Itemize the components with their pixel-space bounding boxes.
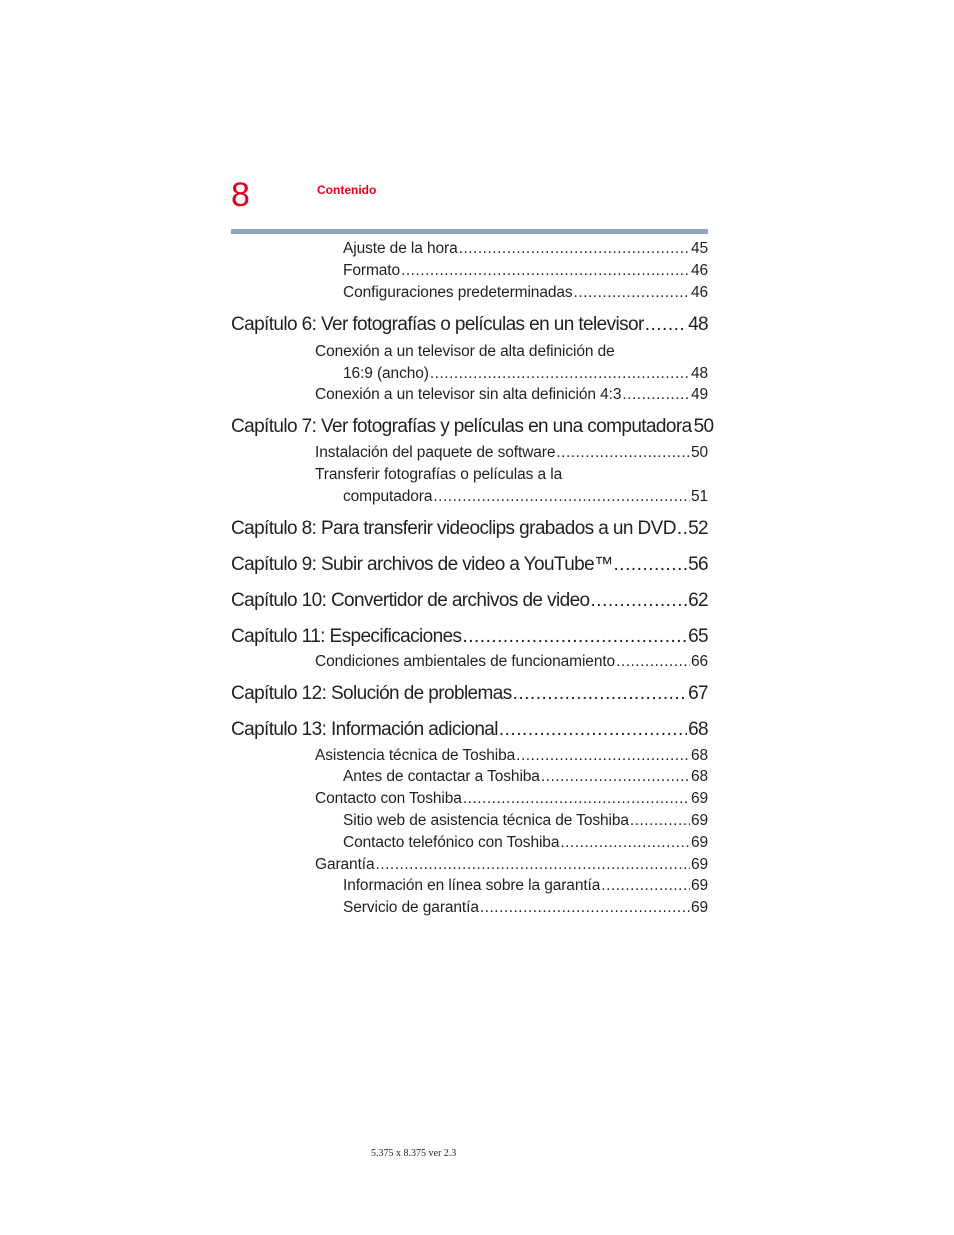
toc-entry-page: 69: [690, 899, 708, 916]
toc-entry-title: Sitio web de asistencia técnica de Toshiba: [343, 812, 629, 829]
toc-entry-conexion-hd[interactable]: [343, 365, 708, 383]
leader-dots: [630, 812, 690, 830]
toc-entry-title: Condiciones ambientales de funcionamiento: [315, 653, 616, 670]
toc-entry-title: Formato: [343, 262, 401, 279]
toc-chapter-12[interactable]: [231, 683, 708, 705]
toc-chapter-page: 48: [688, 314, 708, 335]
leader-dots: [401, 262, 690, 280]
toc-chapter-title: Capítulo 11: Especificaciones: [231, 626, 462, 647]
toc-entry-page: 66: [690, 653, 708, 670]
leader-dots: [430, 365, 690, 383]
toc-chapter-title: Capítulo 9: Subir archivos de video a YouTube™: [231, 554, 613, 575]
leader-dots: [574, 284, 690, 302]
toc-entry-formato[interactable]: [343, 262, 708, 280]
toc-chapter-page: 62: [688, 590, 708, 611]
toc-entry-page: 50: [690, 444, 708, 461]
toc-chapter-title: Capítulo 12: Solución de problemas: [231, 683, 512, 704]
toc-chapter-title: Capítulo 7: Ver fotografías y películas en una computadora: [231, 416, 692, 437]
toc-entry-title: Información en línea sobre la garantía: [343, 877, 601, 894]
leader-dots: [614, 554, 688, 576]
leader-dots: [645, 314, 687, 336]
toc-entry-contacto-telefonico[interactable]: [343, 834, 708, 852]
toc-entry-servicio-garantia[interactable]: [343, 899, 708, 917]
toc-entry-title: Conexión a un televisor sin alta definición 4:3: [315, 386, 622, 403]
toc-entry-title: Contacto telefónico con Toshiba: [343, 834, 560, 851]
toc-chapter-title: Capítulo 8: Para transferir videoclips grabados a un DVD: [231, 518, 676, 539]
toc-entry-title: Contacto con Toshiba: [315, 790, 462, 807]
toc-entry-condiciones[interactable]: [315, 653, 708, 671]
toc-chapter-title: Capítulo 6: Ver fotografías o películas en un televisor: [231, 314, 644, 335]
leader-dots: [541, 768, 690, 786]
leader-dots: [463, 790, 690, 808]
toc-entry-page: 46: [690, 284, 708, 301]
leader-dots: [513, 683, 687, 705]
toc-entry-page: 69: [690, 790, 708, 807]
toc-entry-title: Instalación del paquete de software: [315, 444, 556, 461]
toc-entry-informacion-garantia[interactable]: [343, 877, 708, 895]
leader-dots: [622, 386, 690, 404]
leader-dots: [462, 626, 687, 648]
toc-chapter-page: 52: [688, 518, 708, 539]
toc-chapter-page: 65: [688, 626, 708, 647]
leader-dots: [499, 719, 687, 741]
toc-entry-conexion-sin-hd[interactable]: [315, 386, 708, 404]
toc-chapter-7[interactable]: [231, 416, 714, 438]
toc-chapter-page: 56: [688, 554, 708, 575]
toc-entry-sitio-web[interactable]: [343, 812, 708, 830]
toc-entry-transferir[interactable]: [343, 488, 708, 506]
toc-entry-instalacion[interactable]: [315, 444, 708, 462]
toc-entry-page: 68: [690, 768, 708, 785]
toc-entry-asistencia[interactable]: [315, 747, 708, 765]
toc-entry-title: Garantía: [315, 856, 375, 873]
toc-entry-title: Servicio de garantía: [343, 899, 479, 916]
leader-dots: [480, 899, 690, 917]
toc-entry-page: 69: [690, 834, 708, 851]
toc-chapter-title: Capítulo 13: Información adicional: [231, 719, 498, 740]
toc-entry-page: 51: [690, 488, 708, 505]
footer-version: 5.375 x 8.375 ver 2.3: [371, 1148, 457, 1159]
toc-entry-transferir-line1[interactable]: Transferir fotografías o películas a la: [315, 466, 563, 483]
toc-chapter-8[interactable]: [231, 518, 708, 540]
leader-dots: [556, 444, 690, 462]
toc-entry-page: 49: [690, 386, 708, 403]
header-rule: [231, 229, 708, 234]
toc-entry-conexion-hd-line1[interactable]: Conexión a un televisor de alta definición de: [315, 343, 615, 360]
toc-entry-garantia[interactable]: [315, 856, 708, 874]
leader-dots: [376, 856, 690, 874]
toc-entry-ajuste-hora[interactable]: [343, 240, 708, 258]
toc-entry-title: Asistencia técnica de Toshiba: [315, 747, 516, 764]
leader-dots: [591, 590, 688, 612]
page-number: 8: [231, 176, 250, 214]
toc-entry-page: 48: [690, 365, 708, 382]
toc-chapter-10[interactable]: [231, 590, 708, 612]
toc-entry-page: 69: [690, 856, 708, 873]
toc-chapter-9[interactable]: [231, 554, 708, 576]
toc-entry-title: Antes de contactar a Toshiba: [343, 768, 540, 785]
toc-chapter-page: 68: [688, 719, 708, 740]
toc-chapter-13[interactable]: [231, 719, 708, 741]
leader-dots: [433, 488, 690, 506]
toc-chapter-6[interactable]: [231, 314, 708, 336]
toc-entry-antes-contactar[interactable]: [343, 768, 708, 786]
section-label: Contenido: [317, 183, 377, 197]
leader-dots: [560, 834, 690, 852]
toc-entry-title: Ajuste de la hora: [343, 240, 458, 257]
toc-entry-page: 69: [690, 877, 708, 894]
toc-chapter-title: Capítulo 10: Convertidor de archivos de video: [231, 590, 590, 611]
toc-chapter-page: 67: [688, 683, 708, 704]
toc-entry-configuraciones[interactable]: [343, 284, 708, 302]
toc-entry-title: computadora: [343, 488, 433, 505]
toc-entry-page: 68: [690, 747, 708, 764]
leader-dots: [459, 240, 690, 258]
toc-entry-title: 16:9 (ancho): [343, 365, 429, 382]
leader-dots: [677, 518, 687, 540]
toc-chapter-page: 50: [693, 416, 714, 437]
toc-entry-page: 46: [690, 262, 708, 279]
toc-entry-title: Configuraciones predeterminadas: [343, 284, 573, 301]
toc-entry-page: 69: [690, 812, 708, 829]
toc-entry-page: 45: [690, 240, 708, 257]
toc-entry-contacto[interactable]: [315, 790, 708, 808]
leader-dots: [601, 877, 690, 895]
toc-chapter-11[interactable]: [231, 626, 708, 648]
leader-dots: [516, 747, 690, 765]
leader-dots: [616, 653, 690, 671]
